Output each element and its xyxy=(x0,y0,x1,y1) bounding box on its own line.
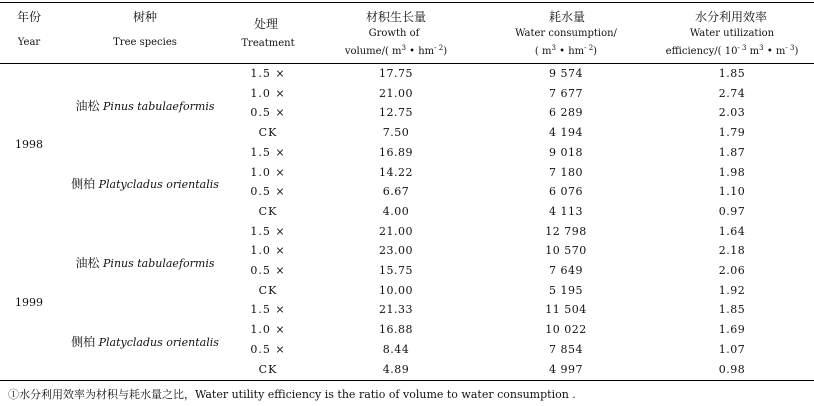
water-cell: 4 113 xyxy=(549,204,583,218)
growth-cell: 21.00 xyxy=(379,86,413,100)
header-growth-en2: volume/( $m^3$ • $hm^{- 2}$) xyxy=(344,44,448,57)
efficiency-cell: 2.03 xyxy=(718,106,746,120)
growth-cell: 14.22 xyxy=(379,165,413,179)
growth-cell: 7.50 xyxy=(382,126,410,140)
treatment-cell: 1.5 × xyxy=(250,145,286,159)
water-cell: 10 570 xyxy=(545,244,587,258)
header-growth-zh: 材积生长量 xyxy=(365,10,427,24)
treatment-cell: 0.5 × xyxy=(250,106,286,120)
water-cell: 9 574 xyxy=(549,67,583,80)
treatment-cell: 1.5 × xyxy=(250,303,286,317)
species-name-zh: 油松 xyxy=(75,256,100,271)
top-rule xyxy=(0,2,814,3)
bottom-rule xyxy=(0,380,814,381)
treatment-cell: CK xyxy=(258,204,278,218)
treatment-cell: CK xyxy=(258,126,278,140)
growth-cell: 16.89 xyxy=(379,145,413,159)
treatment-cell: 0.5 × xyxy=(250,185,286,199)
treatment-cell: 1.5 × xyxy=(250,67,286,80)
efficiency-cell: 2.18 xyxy=(718,244,746,258)
water-cell: 10 022 xyxy=(545,323,587,337)
year-cell: 1999 xyxy=(15,295,43,309)
species-label xyxy=(76,97,215,114)
water-cell: 7 677 xyxy=(549,86,583,100)
header-rule xyxy=(0,63,814,64)
species-name-zh: 油松 xyxy=(75,98,100,113)
growth-cell: 21.33 xyxy=(379,303,413,317)
header-year-en: Year xyxy=(17,37,41,48)
growth-cell: 16.88 xyxy=(379,323,413,337)
water-cell: 7 854 xyxy=(549,342,583,356)
growth-cell: 4.00 xyxy=(382,204,410,218)
header-species-en: Tree species xyxy=(113,37,177,48)
efficiency-cell: 1.87 xyxy=(718,145,746,159)
species-label xyxy=(71,333,219,350)
header-species-zh: 树种 xyxy=(132,10,158,24)
efficiency-cell: 0.97 xyxy=(718,204,746,218)
treatment-cell: 1.0 × xyxy=(250,244,286,258)
efficiency-cell: 2.74 xyxy=(718,86,746,100)
header-treatment-en: Treatment xyxy=(241,38,295,49)
water-cell: 7 180 xyxy=(549,165,583,179)
efficiency-cell: 1.07 xyxy=(718,342,746,356)
treatment-cell: CK xyxy=(258,283,278,297)
treatment-cell: CK xyxy=(258,362,278,376)
treatment-cell: 1.0 × xyxy=(250,323,286,337)
growth-cell: 8.44 xyxy=(382,342,410,356)
growth-cell: 12.75 xyxy=(379,106,413,120)
header-water-zh: 耗水量 xyxy=(548,10,586,24)
species-name-latin: Pinus tabulaeformis xyxy=(103,99,215,113)
efficiency-cell: 1.69 xyxy=(718,323,746,337)
efficiency-cell: 1.92 xyxy=(718,283,746,297)
species-name-latin: Platycladus orientalis xyxy=(98,335,219,349)
growth-cell: 17.75 xyxy=(379,67,413,80)
treatment-cell: 0.5 × xyxy=(250,342,286,356)
water-cell: 5 195 xyxy=(549,283,583,297)
growth-cell: 15.75 xyxy=(379,264,413,277)
water-cell: 9 018 xyxy=(549,145,583,159)
species-name-latin: Platycladus orientalis xyxy=(98,178,219,192)
water-cell: 4 997 xyxy=(549,362,583,376)
efficiency-cell: 1.85 xyxy=(718,303,746,317)
efficiency-cell: 1.79 xyxy=(718,126,746,140)
footnote: ①水分利用效率为材积与耗水量之比，Water utility efficiency is the ratio of volume to water consumption . xyxy=(8,388,576,401)
efficiency-cell: 1.98 xyxy=(718,165,746,179)
growth-cell: 23.00 xyxy=(379,244,413,258)
species-label xyxy=(76,254,215,271)
header-water-en1: Water consumption/ xyxy=(515,28,617,39)
header-efficiency-en1: Water utilization xyxy=(689,28,775,39)
water-cell: 7 649 xyxy=(549,264,583,277)
header-growth-en1: Growth of xyxy=(368,28,420,39)
species-name-latin: Pinus tabulaeformis xyxy=(103,257,215,271)
water-cell: 6 076 xyxy=(549,185,583,199)
treatment-cell: 0.5 × xyxy=(250,264,286,277)
growth-cell: 10.00 xyxy=(379,283,413,297)
treatment-cell: 1.5 × xyxy=(250,224,286,238)
treatment-cell: 1.0 × xyxy=(250,165,286,179)
efficiency-cell: 2.06 xyxy=(718,264,746,277)
growth-cell: 4.89 xyxy=(382,362,410,376)
growth-cell: 21.00 xyxy=(379,224,413,238)
species-label xyxy=(71,175,219,192)
water-cell: 6 289 xyxy=(549,106,583,120)
header-year-zh: 年份 xyxy=(16,10,42,24)
efficiency-cell: 1.10 xyxy=(718,185,746,199)
species-name-zh: 侧柏 xyxy=(71,177,96,192)
header-efficiency-en2: efficiency/( $10^{- 3}$ $m^3$ • $m^{- 3}$) xyxy=(665,44,799,57)
growth-cell: 6.67 xyxy=(382,185,410,199)
header-efficiency-zh: 水分利用效率 xyxy=(694,10,768,24)
water-cell: 4 194 xyxy=(549,126,583,140)
year-cell: 1998 xyxy=(15,137,43,151)
treatment-cell: 1.0 × xyxy=(250,86,286,100)
header-water-en2: ( $m^3$ • $hm^{- 2}$) xyxy=(534,44,598,57)
efficiency-cell: 0.98 xyxy=(718,362,746,376)
header-treatment-zh: 处理 xyxy=(253,17,279,31)
efficiency-cell: 1.64 xyxy=(718,224,746,238)
efficiency-cell: 1.85 xyxy=(718,67,746,80)
species-name-zh: 侧柏 xyxy=(71,334,96,349)
water-cell: 12 798 xyxy=(545,224,587,238)
water-cell: 11 504 xyxy=(545,303,587,317)
